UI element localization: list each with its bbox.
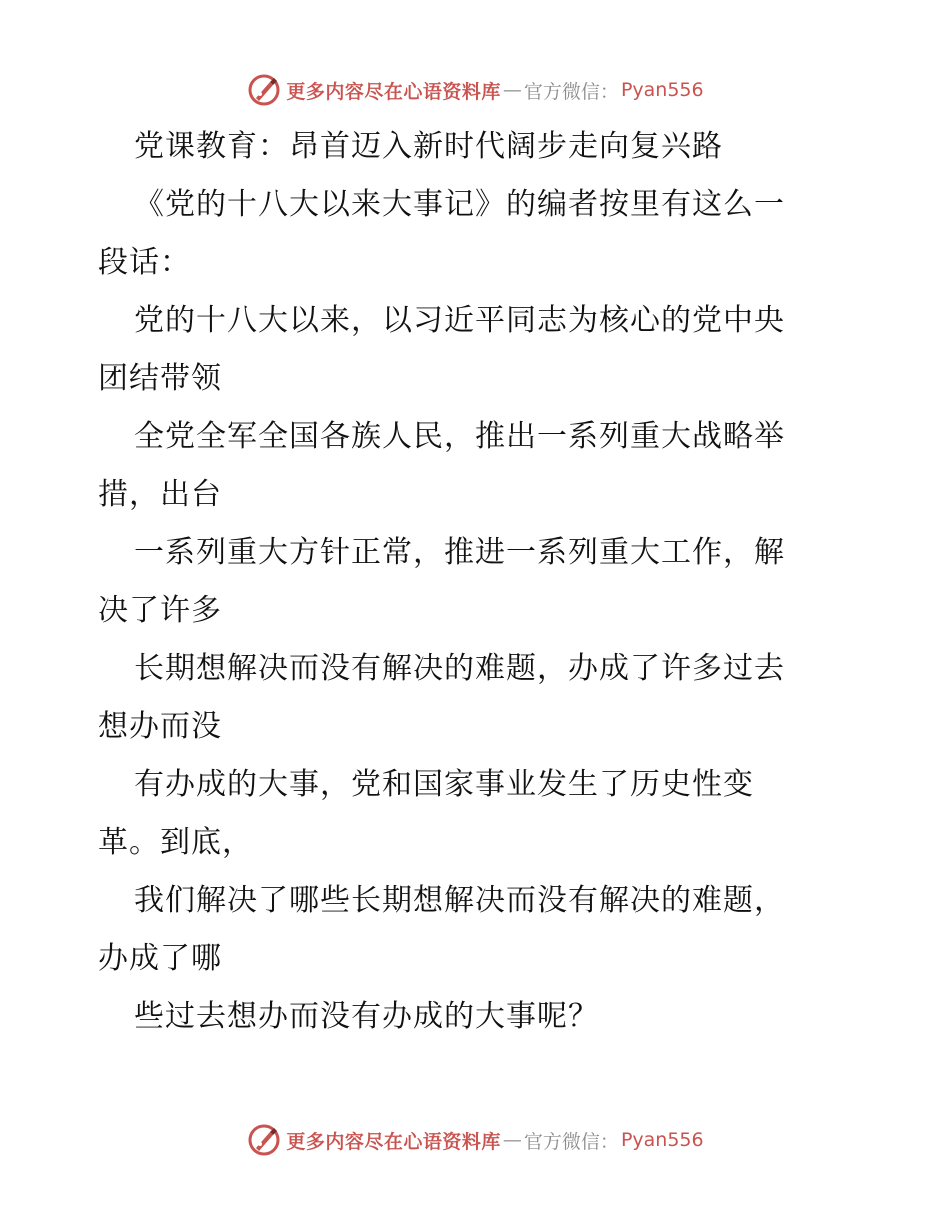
- document-text-line: 党的十八大以来，以习近平同志为核心的党中央: [134, 303, 785, 338]
- document-text-line: 长期想解决而没有解决的难题，办成了许多过去: [134, 651, 785, 686]
- document-title-line: 党课教育：昂首迈入新时代阔步走向复兴路: [134, 129, 723, 164]
- watermark-wechat-id: Pyan556: [620, 1129, 704, 1151]
- document-text-line: 段话：: [98, 245, 191, 280]
- pen-logo-icon: [246, 72, 282, 108]
- watermark-separator: —: [502, 1129, 522, 1151]
- watermark-wechat-label: 官方微信：: [523, 1130, 619, 1153]
- watermark-separator: —: [502, 79, 522, 101]
- watermark-wechat-id: Pyan556: [620, 79, 704, 101]
- document-text-line: 有办成的大事，党和国家事业发生了历史性变: [134, 767, 754, 802]
- watermark-wechat-label: 官方微信：: [523, 80, 619, 103]
- pen-logo-icon: [246, 1122, 282, 1158]
- document-text-line: 我们解决了哪些长期想解决而没有解决的难题，: [134, 883, 785, 918]
- document-text-line: 革。到底，: [98, 825, 253, 860]
- document-text-line: 想办而没: [98, 709, 222, 744]
- document-text-line: 全党全军全国各族人民，推出一系列重大战略举: [134, 419, 785, 454]
- document-text-line: 些过去想办而没有办成的大事呢？: [134, 999, 599, 1034]
- document-text-line: 措，出台: [98, 477, 222, 512]
- document-text-line: 办成了哪: [98, 941, 222, 976]
- document-text-line: 一系列重大方针正常，推进一系列重大工作，解: [134, 535, 785, 570]
- document-text-line: 团结带领: [98, 361, 222, 396]
- watermark-text: 更多内容尽在心语资料库: [286, 1130, 501, 1153]
- document-body: [98, 118, 858, 1046]
- document-text-line: 决了许多: [98, 593, 222, 628]
- footer-watermark: [0, 1120, 950, 1160]
- watermark-text: 更多内容尽在心语资料库: [286, 80, 501, 103]
- header-watermark: [0, 70, 950, 110]
- document-text-line: 《党的十八大以来大事记》的编者按里有这么一: [134, 187, 785, 222]
